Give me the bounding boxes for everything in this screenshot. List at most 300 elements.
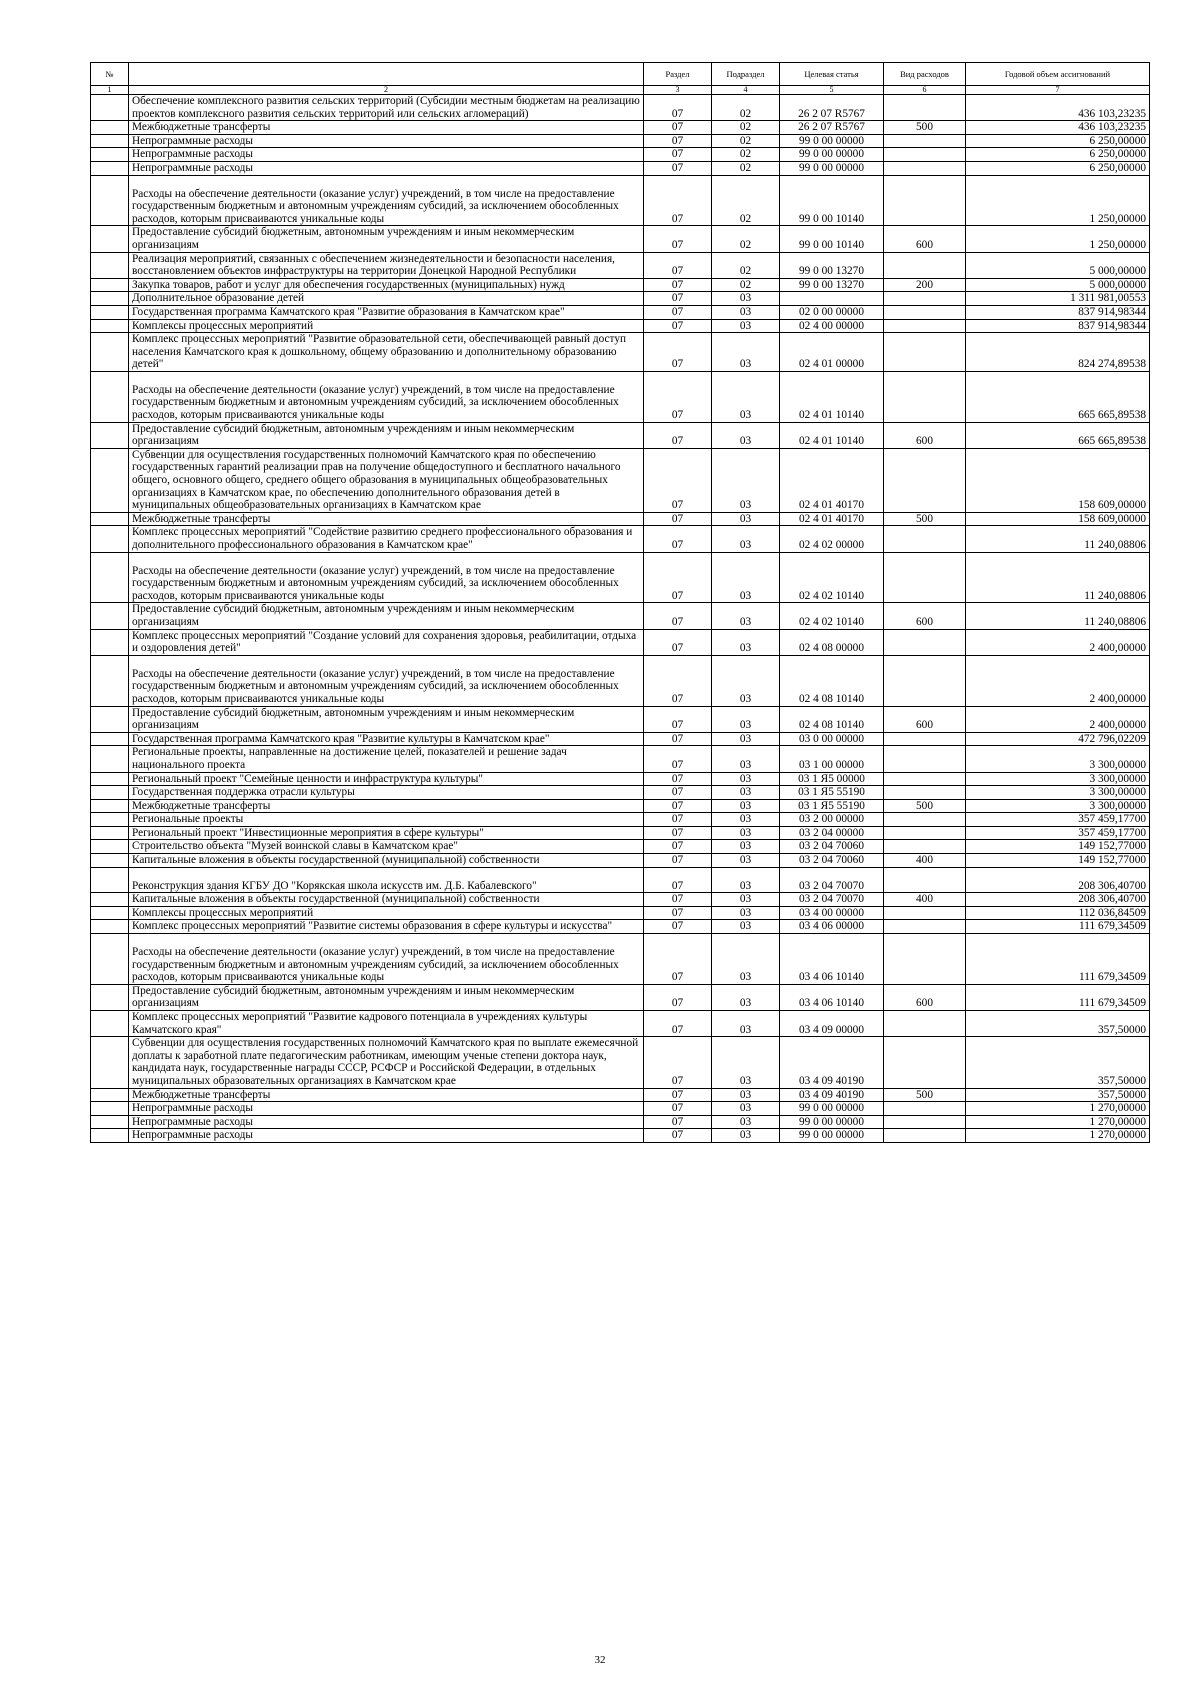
row-amount-cell: 1 270,00000: [966, 1115, 1150, 1129]
row-name-cell: Комплекс процессных мероприятий "Развитие кадрового потенциала в учреждениях культуры Камчатского края": [129, 1011, 644, 1037]
row-name-cell: Региональный проект "Семейные ценности и инфраструктура культуры": [129, 772, 644, 786]
row-target-cell: 02 0 00 00000: [780, 305, 884, 319]
row-number-cell: [91, 526, 129, 552]
row-number-cell: [91, 333, 129, 372]
row-number-cell: [91, 603, 129, 629]
row-number-cell: [91, 934, 129, 985]
budget-table: [90, 62, 1150, 1143]
row-podrazdel-cell: 03: [712, 1088, 780, 1102]
row-number-cell: [91, 95, 129, 121]
row-amount-cell: 3 300,00000: [966, 786, 1150, 800]
row-name-cell: Расходы на обеспечение деятельности (оказание услуг) учреждений, в том числе на предоставление государственным бюджетным и автономным учреждениям субсидий, за исключением обособленных расходов, которым присваиваются уникальные коды: [129, 371, 644, 422]
row-vid-cell: [884, 526, 966, 552]
row-name-cell: Непрограммные расходы: [129, 148, 644, 162]
row-name-cell: Региональные проекты, направленные на достижение целей, показателей и решение задач национального проекта: [129, 746, 644, 772]
row-name-cell: Дополнительное образование детей: [129, 292, 644, 306]
row-podrazdel-cell: 03: [712, 1102, 780, 1116]
row-number-cell: [91, 422, 129, 448]
row-target-cell: 03 4 00 00000: [780, 906, 884, 920]
row-name-cell: Государственная поддержка отрасли культуры: [129, 786, 644, 800]
row-razdel-cell: 07: [644, 1102, 712, 1116]
table-row: [91, 893, 1150, 907]
row-target-cell: [780, 292, 884, 306]
row-vid-cell: [884, 1011, 966, 1037]
row-target-cell: 03 1 Я5 55190: [780, 799, 884, 813]
row-razdel-cell: 07: [644, 840, 712, 854]
row-name-cell: Межбюджетные трансферты: [129, 512, 644, 526]
table-row: [91, 826, 1150, 840]
table-row: [91, 1088, 1150, 1102]
row-target-cell: 02 4 08 10140: [780, 655, 884, 706]
col-number: 6: [884, 86, 966, 95]
row-podrazdel-cell: 03: [712, 305, 780, 319]
row-podrazdel-cell: 03: [712, 786, 780, 800]
row-vid-cell: [884, 840, 966, 854]
row-name-cell: Строительство объекта "Музей воинской славы в Камчатском крае": [129, 840, 644, 854]
table-row: [91, 175, 1150, 226]
row-vid-cell: [884, 95, 966, 121]
table-row: [91, 422, 1150, 448]
row-amount-cell: 1 250,00000: [966, 226, 1150, 252]
row-vid-cell: [884, 252, 966, 278]
row-podrazdel-cell: 03: [712, 1037, 780, 1088]
col-number: 2: [129, 86, 644, 95]
row-amount-cell: 357,50000: [966, 1088, 1150, 1102]
row-number-cell: [91, 292, 129, 306]
row-vid-cell: [884, 786, 966, 800]
row-amount-cell: 3 300,00000: [966, 772, 1150, 786]
row-podrazdel-cell: 03: [712, 826, 780, 840]
row-number-cell: [91, 1088, 129, 1102]
table-row: [91, 134, 1150, 148]
row-name-cell: Межбюджетные трансферты: [129, 121, 644, 135]
row-target-cell: 03 0 00 00000: [780, 732, 884, 746]
row-razdel-cell: 07: [644, 161, 712, 175]
row-razdel-cell: 07: [644, 867, 712, 893]
row-razdel-cell: 07: [644, 706, 712, 732]
row-target-cell: 99 0 00 10140: [780, 226, 884, 252]
row-name-cell: Расходы на обеспечение деятельности (оказание услуг) учреждений, в том числе на предоставление государственным бюджетным и автономным учреждениям субсидий, за исключением обособленных расходов, которым присваиваются уникальные коды: [129, 552, 644, 603]
row-target-cell: 03 2 04 70070: [780, 867, 884, 893]
row-amount-cell: 11 240,08806: [966, 552, 1150, 603]
row-podrazdel-cell: 03: [712, 333, 780, 372]
row-vid-cell: [884, 333, 966, 372]
row-vid-cell: 200: [884, 278, 966, 292]
row-amount-cell: 472 796,02209: [966, 732, 1150, 746]
row-razdel-cell: 07: [644, 305, 712, 319]
table-row: [91, 655, 1150, 706]
row-name-cell: Предоставление субсидий бюджетным, автономным учреждениям и иным некоммерческим организациям: [129, 603, 644, 629]
row-amount-cell: 837 914,98344: [966, 319, 1150, 333]
header-name: [129, 63, 644, 86]
table-row: [91, 746, 1150, 772]
row-name-cell: Государственная программа Камчатского края "Развитие культуры в Камчатском крае": [129, 732, 644, 746]
row-target-cell: 03 4 09 40190: [780, 1037, 884, 1088]
row-razdel-cell: 07: [644, 1115, 712, 1129]
col-number: 5: [780, 86, 884, 95]
row-target-cell: 99 0 00 00000: [780, 1102, 884, 1116]
row-podrazdel-cell: 03: [712, 512, 780, 526]
row-razdel-cell: 07: [644, 226, 712, 252]
row-number-cell: [91, 278, 129, 292]
row-target-cell: 02 4 00 00000: [780, 319, 884, 333]
row-name-cell: Межбюджетные трансферты: [129, 1088, 644, 1102]
row-vid-cell: [884, 319, 966, 333]
header-target: Целевая статья: [780, 63, 884, 86]
row-razdel-cell: 07: [644, 95, 712, 121]
row-name-cell: Предоставление субсидий бюджетным, автономным учреждениям и иным некоммерческим организациям: [129, 226, 644, 252]
row-razdel-cell: 07: [644, 920, 712, 934]
row-target-cell: 99 0 00 00000: [780, 1129, 884, 1143]
row-number-cell: [91, 799, 129, 813]
row-target-cell: 99 0 00 00000: [780, 161, 884, 175]
table-row: [91, 278, 1150, 292]
row-name-cell: Непрограммные расходы: [129, 134, 644, 148]
row-vid-cell: [884, 732, 966, 746]
row-razdel-cell: 07: [644, 854, 712, 868]
row-amount-cell: 6 250,00000: [966, 161, 1150, 175]
row-name-cell: Комплекс процессных мероприятий "Развитие системы образования в сфере культуры и искусства": [129, 920, 644, 934]
row-amount-cell: 112 036,84509: [966, 906, 1150, 920]
table-row: [91, 95, 1150, 121]
row-vid-cell: [884, 371, 966, 422]
row-razdel-cell: 07: [644, 292, 712, 306]
row-target-cell: 99 0 00 10140: [780, 175, 884, 226]
table-row: [91, 906, 1150, 920]
table-row: [91, 732, 1150, 746]
row-razdel-cell: 07: [644, 134, 712, 148]
row-amount-cell: 436 103,23235: [966, 95, 1150, 121]
row-podrazdel-cell: 03: [712, 1011, 780, 1037]
row-amount-cell: 357,50000: [966, 1011, 1150, 1037]
row-razdel-cell: 07: [644, 786, 712, 800]
row-vid-cell: 500: [884, 799, 966, 813]
row-target-cell: 02 4 01 10140: [780, 422, 884, 448]
row-podrazdel-cell: 03: [712, 934, 780, 985]
row-target-cell: 03 1 Я5 00000: [780, 772, 884, 786]
row-number-cell: [91, 746, 129, 772]
row-target-cell: 03 4 06 10140: [780, 984, 884, 1010]
row-razdel-cell: 07: [644, 746, 712, 772]
row-podrazdel-cell: 03: [712, 799, 780, 813]
row-name-cell: Комплексы процессных мероприятий: [129, 319, 644, 333]
row-razdel-cell: 07: [644, 655, 712, 706]
row-vid-cell: 400: [884, 893, 966, 907]
row-target-cell: 03 2 04 70070: [780, 893, 884, 907]
row-podrazdel-cell: 03: [712, 867, 780, 893]
row-name-cell: Субвенции для осуществления государственных полномочий Камчатского края по обеспечению государственных гарантий реализации прав на получение общедоступного и бесплатного начального общего, основного общего, среднего общего образования в муниципальных общеобразовательных организациях в Камчатском крае, по обеспечению дополнительного образования детей в муниципальных общеобразовательных организациях в Камчатском крае: [129, 448, 644, 512]
row-podrazdel-cell: 02: [712, 161, 780, 175]
column-number-row: [91, 86, 1150, 95]
row-razdel-cell: 07: [644, 512, 712, 526]
row-razdel-cell: 07: [644, 826, 712, 840]
row-amount-cell: 824 274,89538: [966, 333, 1150, 372]
row-number-cell: [91, 552, 129, 603]
table-row: [91, 371, 1150, 422]
table-row: [91, 148, 1150, 162]
table-row: [91, 552, 1150, 603]
row-vid-cell: 600: [884, 226, 966, 252]
row-amount-cell: 2 400,00000: [966, 629, 1150, 655]
row-razdel-cell: 07: [644, 121, 712, 135]
row-razdel-cell: 07: [644, 984, 712, 1010]
table-row: [91, 706, 1150, 732]
row-razdel-cell: 07: [644, 1037, 712, 1088]
row-podrazdel-cell: 03: [712, 526, 780, 552]
row-amount-cell: 357 459,17700: [966, 813, 1150, 827]
row-name-cell: Капитальные вложения в объекты государственной (муниципальной) собственности: [129, 893, 644, 907]
header-num: №: [91, 63, 129, 86]
row-number-cell: [91, 319, 129, 333]
row-amount-cell: 665 665,89538: [966, 371, 1150, 422]
row-podrazdel-cell: 03: [712, 706, 780, 732]
table-row: [91, 920, 1150, 934]
row-name-cell: Комплексы процессных мероприятий: [129, 906, 644, 920]
row-vid-cell: 600: [884, 603, 966, 629]
table-row: [91, 629, 1150, 655]
row-podrazdel-cell: 03: [712, 984, 780, 1010]
row-vid-cell: [884, 448, 966, 512]
row-razdel-cell: 07: [644, 1011, 712, 1037]
row-vid-cell: 500: [884, 512, 966, 526]
row-number-cell: [91, 629, 129, 655]
row-target-cell: 99 0 00 13270: [780, 278, 884, 292]
row-podrazdel-cell: 03: [712, 746, 780, 772]
row-target-cell: 02 4 01 40170: [780, 448, 884, 512]
row-amount-cell: 149 152,77000: [966, 854, 1150, 868]
row-number-cell: [91, 840, 129, 854]
row-podrazdel-cell: 03: [712, 629, 780, 655]
row-number-cell: [91, 448, 129, 512]
row-number-cell: [91, 655, 129, 706]
row-razdel-cell: 07: [644, 732, 712, 746]
row-vid-cell: [884, 1037, 966, 1088]
row-target-cell: 99 0 00 00000: [780, 148, 884, 162]
row-amount-cell: 2 400,00000: [966, 655, 1150, 706]
row-podrazdel-cell: 03: [712, 603, 780, 629]
row-name-cell: Государственная программа Камчатского края "Развитие образования в Камчатском крае": [129, 305, 644, 319]
row-target-cell: 03 4 06 00000: [780, 920, 884, 934]
row-name-cell: Расходы на обеспечение деятельности (оказание услуг) учреждений, в том числе на предоставление государственным бюджетным и автономным учреждениям субсидий, за исключением обособленных расходов, которым присваиваются уникальные коды: [129, 934, 644, 985]
row-podrazdel-cell: 03: [712, 893, 780, 907]
row-number-cell: [91, 175, 129, 226]
table-row: [91, 512, 1150, 526]
page-number: 32: [594, 1654, 606, 1666]
row-podrazdel-cell: 02: [712, 95, 780, 121]
row-number-cell: [91, 906, 129, 920]
row-podrazdel-cell: 03: [712, 906, 780, 920]
row-number-cell: [91, 1011, 129, 1037]
row-number-cell: [91, 826, 129, 840]
row-target-cell: 99 0 00 00000: [780, 1115, 884, 1129]
row-target-cell: 02 4 08 00000: [780, 629, 884, 655]
row-podrazdel-cell: 03: [712, 552, 780, 603]
row-amount-cell: 111 679,34509: [966, 984, 1150, 1010]
row-name-cell: Реконструкция здания КГБУ ДО "Корякская школа искусств им. Д.Б. Кабалевского": [129, 867, 644, 893]
row-podrazdel-cell: 02: [712, 278, 780, 292]
row-name-cell: Субвенции для осуществления государственных полномочий Камчатского края по выплате ежемесячной доплаты к заработной плате педагогическим работникам, имеющим ученые степени доктора наук, кандидата наук, государственные награды СССР, РСФСР и Российской Федерации, в отдельных муниципальных образовательных организациях в Камчатском крае: [129, 1037, 644, 1088]
table-row: [91, 854, 1150, 868]
table-row: [91, 1102, 1150, 1116]
row-amount-cell: 11 240,08806: [966, 526, 1150, 552]
row-vid-cell: [884, 906, 966, 920]
row-number-cell: [91, 161, 129, 175]
row-razdel-cell: 07: [644, 1129, 712, 1143]
table-row: [91, 121, 1150, 135]
row-amount-cell: 837 914,98344: [966, 305, 1150, 319]
header-razdel: Раздел: [644, 63, 712, 86]
row-number-cell: [91, 706, 129, 732]
row-vid-cell: [884, 746, 966, 772]
row-name-cell: Региональный проект "Инвестиционные мероприятия в сфере культуры": [129, 826, 644, 840]
row-amount-cell: 665 665,89538: [966, 422, 1150, 448]
row-vid-cell: [884, 552, 966, 603]
row-number-cell: [91, 920, 129, 934]
row-amount-cell: 357 459,17700: [966, 826, 1150, 840]
row-vid-cell: [884, 161, 966, 175]
table-row: [91, 1011, 1150, 1037]
row-vid-cell: [884, 1129, 966, 1143]
row-podrazdel-cell: 03: [712, 1129, 780, 1143]
row-podrazdel-cell: 02: [712, 252, 780, 278]
row-target-cell: 02 4 01 00000: [780, 333, 884, 372]
row-amount-cell: 158 609,00000: [966, 512, 1150, 526]
row-vid-cell: 600: [884, 422, 966, 448]
table-row: [91, 799, 1150, 813]
col-number: 3: [644, 86, 712, 95]
row-razdel-cell: 07: [644, 319, 712, 333]
table-row: [91, 319, 1150, 333]
row-vid-cell: [884, 772, 966, 786]
row-vid-cell: [884, 305, 966, 319]
row-name-cell: Закупка товаров, работ и услуг для обеспечения государственных (муниципальных) нужд: [129, 278, 644, 292]
row-vid-cell: 400: [884, 854, 966, 868]
row-razdel-cell: 07: [644, 333, 712, 372]
row-amount-cell: 111 679,34509: [966, 920, 1150, 934]
row-podrazdel-cell: 02: [712, 121, 780, 135]
row-vid-cell: [884, 655, 966, 706]
row-amount-cell: 1 311 981,00553: [966, 292, 1150, 306]
row-name-cell: Расходы на обеспечение деятельности (оказание услуг) учреждений, в том числе на предоставление государственным бюджетным и автономным учреждениям субсидий, за исключением обособленных расходов, которым присваиваются уникальные коды: [129, 655, 644, 706]
row-amount-cell: 208 306,40700: [966, 867, 1150, 893]
row-number-cell: [91, 786, 129, 800]
table-row: [91, 526, 1150, 552]
row-amount-cell: 3 300,00000: [966, 746, 1150, 772]
row-amount-cell: 158 609,00000: [966, 448, 1150, 512]
row-target-cell: 02 4 02 10140: [780, 603, 884, 629]
row-number-cell: [91, 371, 129, 422]
row-razdel-cell: 07: [644, 148, 712, 162]
row-number-cell: [91, 732, 129, 746]
row-razdel-cell: 07: [644, 893, 712, 907]
row-amount-cell: 3 300,00000: [966, 799, 1150, 813]
col-number: 4: [712, 86, 780, 95]
row-razdel-cell: 07: [644, 629, 712, 655]
header-podrazdel: Подраздел: [712, 63, 780, 86]
row-number-cell: [91, 1037, 129, 1088]
row-name-cell: Непрограммные расходы: [129, 161, 644, 175]
row-podrazdel-cell: 03: [712, 422, 780, 448]
row-target-cell: 03 2 04 00000: [780, 826, 884, 840]
row-name-cell: Межбюджетные трансферты: [129, 799, 644, 813]
row-vid-cell: [884, 148, 966, 162]
row-vid-cell: [884, 867, 966, 893]
row-podrazdel-cell: 03: [712, 655, 780, 706]
table-row: [91, 292, 1150, 306]
row-target-cell: 26 2 07 R5767: [780, 121, 884, 135]
row-amount-cell: 111 679,34509: [966, 934, 1150, 985]
row-podrazdel-cell: 03: [712, 813, 780, 827]
row-vid-cell: [884, 134, 966, 148]
row-vid-cell: 500: [884, 121, 966, 135]
row-number-cell: [91, 148, 129, 162]
row-name-cell: Предоставление субсидий бюджетным, автономным учреждениям и иным некоммерческим организациям: [129, 984, 644, 1010]
row-razdel-cell: 07: [644, 799, 712, 813]
row-target-cell: 26 2 07 R5767: [780, 95, 884, 121]
row-number-cell: [91, 512, 129, 526]
row-name-cell: Комплекс процессных мероприятий "Содействие развитию среднего профессионального образования и дополнительного профессионального образования в Камчатском крае": [129, 526, 644, 552]
row-target-cell: 03 1 Я5 55190: [780, 786, 884, 800]
header-amount: Годовой объем ассигнований: [966, 63, 1150, 86]
row-name-cell: Региональные проекты: [129, 813, 644, 827]
row-number-cell: [91, 1102, 129, 1116]
row-podrazdel-cell: 03: [712, 448, 780, 512]
row-name-cell: Комплекс процессных мероприятий "Создание условий для сохранения здоровья, реабилитации, отдыха и оздоровления детей": [129, 629, 644, 655]
table-row: [91, 333, 1150, 372]
row-vid-cell: [884, 629, 966, 655]
table-row: [91, 1115, 1150, 1129]
table-row: [91, 934, 1150, 985]
row-vid-cell: [884, 292, 966, 306]
row-razdel-cell: 07: [644, 526, 712, 552]
row-podrazdel-cell: 02: [712, 175, 780, 226]
header-row: [91, 63, 1150, 86]
row-podrazdel-cell: 02: [712, 134, 780, 148]
table-row: [91, 772, 1150, 786]
row-razdel-cell: 07: [644, 552, 712, 603]
row-amount-cell: 11 240,08806: [966, 603, 1150, 629]
table-row: [91, 448, 1150, 512]
table-row: [91, 603, 1150, 629]
row-vid-cell: 600: [884, 984, 966, 1010]
row-name-cell: Непрограммные расходы: [129, 1102, 644, 1116]
table-row: [91, 984, 1150, 1010]
row-number-cell: [91, 854, 129, 868]
row-amount-cell: 1 270,00000: [966, 1102, 1150, 1116]
table-row: [91, 1129, 1150, 1143]
row-podrazdel-cell: 03: [712, 319, 780, 333]
row-target-cell: 03 4 06 10140: [780, 934, 884, 985]
row-target-cell: 03 2 00 00000: [780, 813, 884, 827]
table-row: [91, 786, 1150, 800]
col-number: 1: [91, 86, 129, 95]
row-amount-cell: 1 250,00000: [966, 175, 1150, 226]
row-amount-cell: 5 000,00000: [966, 252, 1150, 278]
table-row: [91, 867, 1150, 893]
table-body: [91, 95, 1150, 1143]
row-razdel-cell: 07: [644, 772, 712, 786]
row-podrazdel-cell: 02: [712, 148, 780, 162]
row-razdel-cell: 07: [644, 278, 712, 292]
row-number-cell: [91, 813, 129, 827]
row-razdel-cell: 07: [644, 934, 712, 985]
row-razdel-cell: 07: [644, 603, 712, 629]
row-amount-cell: 1 270,00000: [966, 1129, 1150, 1143]
row-amount-cell: 2 400,00000: [966, 706, 1150, 732]
row-vid-cell: 500: [884, 1088, 966, 1102]
row-name-cell: Капитальные вложения в объекты государственной (муниципальной) собственности: [129, 854, 644, 868]
row-podrazdel-cell: 03: [712, 292, 780, 306]
